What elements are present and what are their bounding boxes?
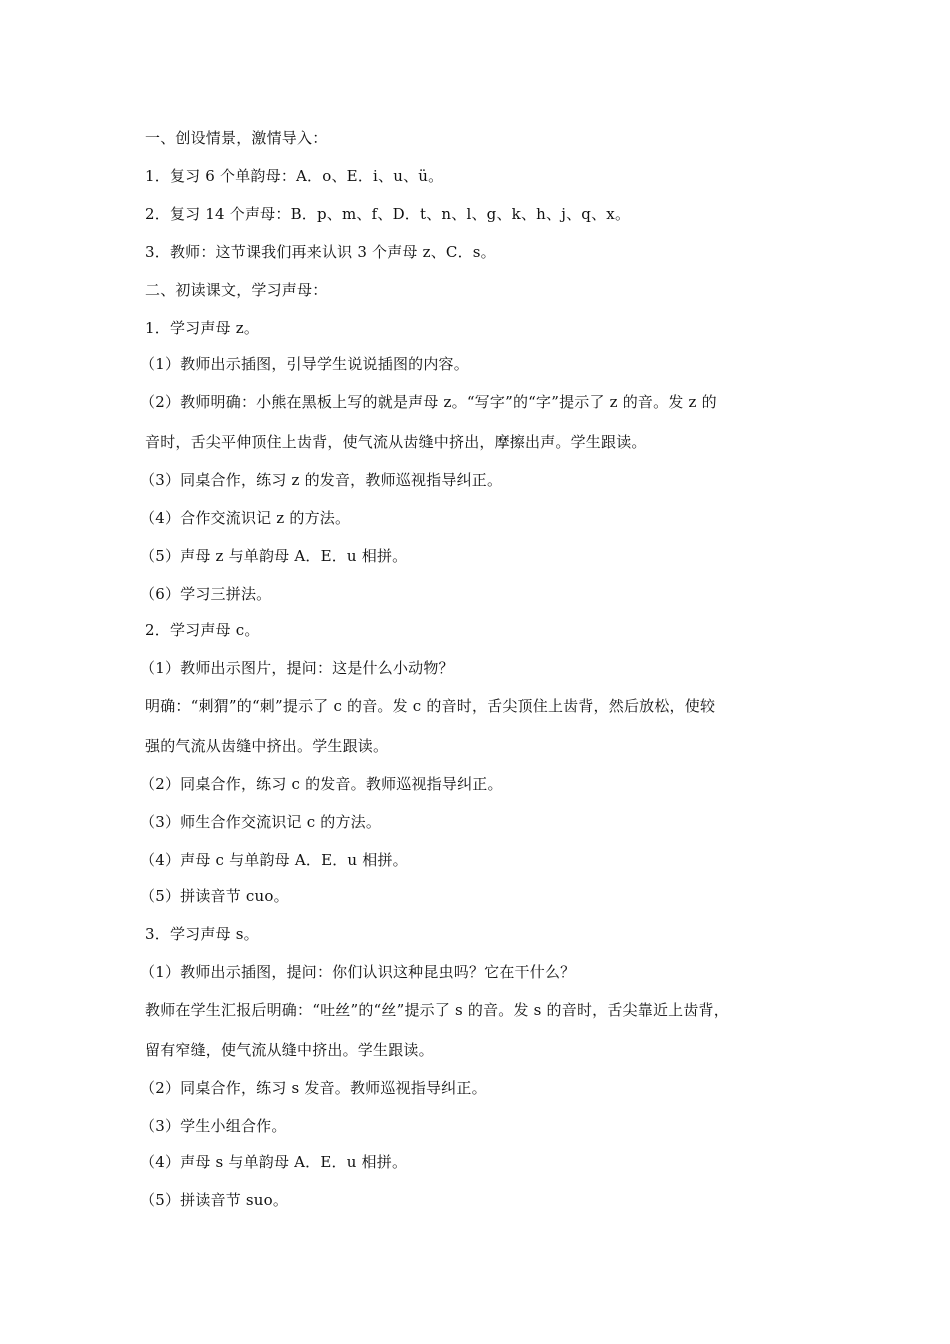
paragraph-line: （6）学习三拼法。 (140, 585, 272, 603)
paragraph-line: 3．教师：这节课我们再来认识 3 个声母 z、C．s。 (145, 243, 496, 261)
paragraph-line: （2）同桌合作，练习 c 的发音。教师巡视指导纠正。 (140, 775, 503, 793)
paragraph-line: （3）同桌合作，练习 z 的发音，教师巡视指导纠正。 (140, 471, 503, 489)
subsection-heading: 2．学习声母 c。 (145, 621, 260, 639)
paragraph-line: （1）教师出示插图，引导学生说说插图的内容。 (140, 355, 469, 373)
paragraph-line: （5）拼读音节 suo。 (140, 1191, 289, 1209)
paragraph-line: 强的气流从齿缝中挤出。学生跟读。 (145, 737, 389, 755)
section-heading-1: 一、创设情景，激情导入： (145, 129, 328, 147)
paragraph-line: 明确：“刺猬”的“刺”提示了 c 的音。发 c 的音时，舌尖顶住上齿背，然后放松，使较 (145, 697, 716, 715)
section-heading-2: 二、初读课文，学习声母： (145, 281, 328, 299)
paragraph-line: （5）拼读音节 cuo。 (140, 887, 289, 905)
paragraph-line: （4）合作交流识记 z 的方法。 (140, 509, 351, 527)
subsection-heading: 1．学习声母 z。 (145, 319, 260, 337)
paragraph-line: （1）教师出示插图，提问：你们认识这种昆虫吗？它在干什么？ (140, 963, 576, 981)
subsection-heading: 3．学习声母 s。 (145, 925, 259, 943)
paragraph-line: （5）声母 z 与单韵母 A．E．u 相拼。 (140, 547, 408, 565)
paragraph-line: 留有窄缝，使气流从缝中挤出。学生跟读。 (145, 1041, 434, 1059)
paragraph-line: （2）教师明确：小熊在黑板上写的就是声母 z。“写字”的“字”提示了 z 的音。发 z 的 (140, 393, 717, 411)
paragraph-line: （4）声母 s 与单韵母 A．E．u 相拼。 (140, 1153, 408, 1171)
paragraph-line: 教师在学生汇报后明确：“吐丝”的“丝”提示了 s 的音。发 s 的音时，舌尖靠近上齿背， (145, 1001, 729, 1019)
paragraph-line: （1）教师出示图片，提问：这是什么小动物？ (140, 659, 454, 677)
paragraph-line: （2）同桌合作，练习 s 发音。教师巡视指导纠正。 (140, 1079, 487, 1097)
paragraph-line: 1．复习 6 个单韵母：A．o、E．i、u、ü。 (145, 167, 444, 185)
paragraph-line: （3）师生合作交流识记 c 的方法。 (140, 813, 382, 831)
paragraph-line: （3）学生小组合作。 (140, 1117, 287, 1135)
paragraph-line: 音时，舌尖平伸顶住上齿背，使气流从齿缝中挤出，摩擦出声。学生跟读。 (145, 433, 647, 451)
paragraph-line: （4）声母 c 与单韵母 A．E．u 相拼。 (140, 851, 408, 869)
paragraph-line: 2．复习 14 个声母：B．p、m、f、D．t、n、l、g、k、h、j、q、x。 (145, 205, 631, 223)
